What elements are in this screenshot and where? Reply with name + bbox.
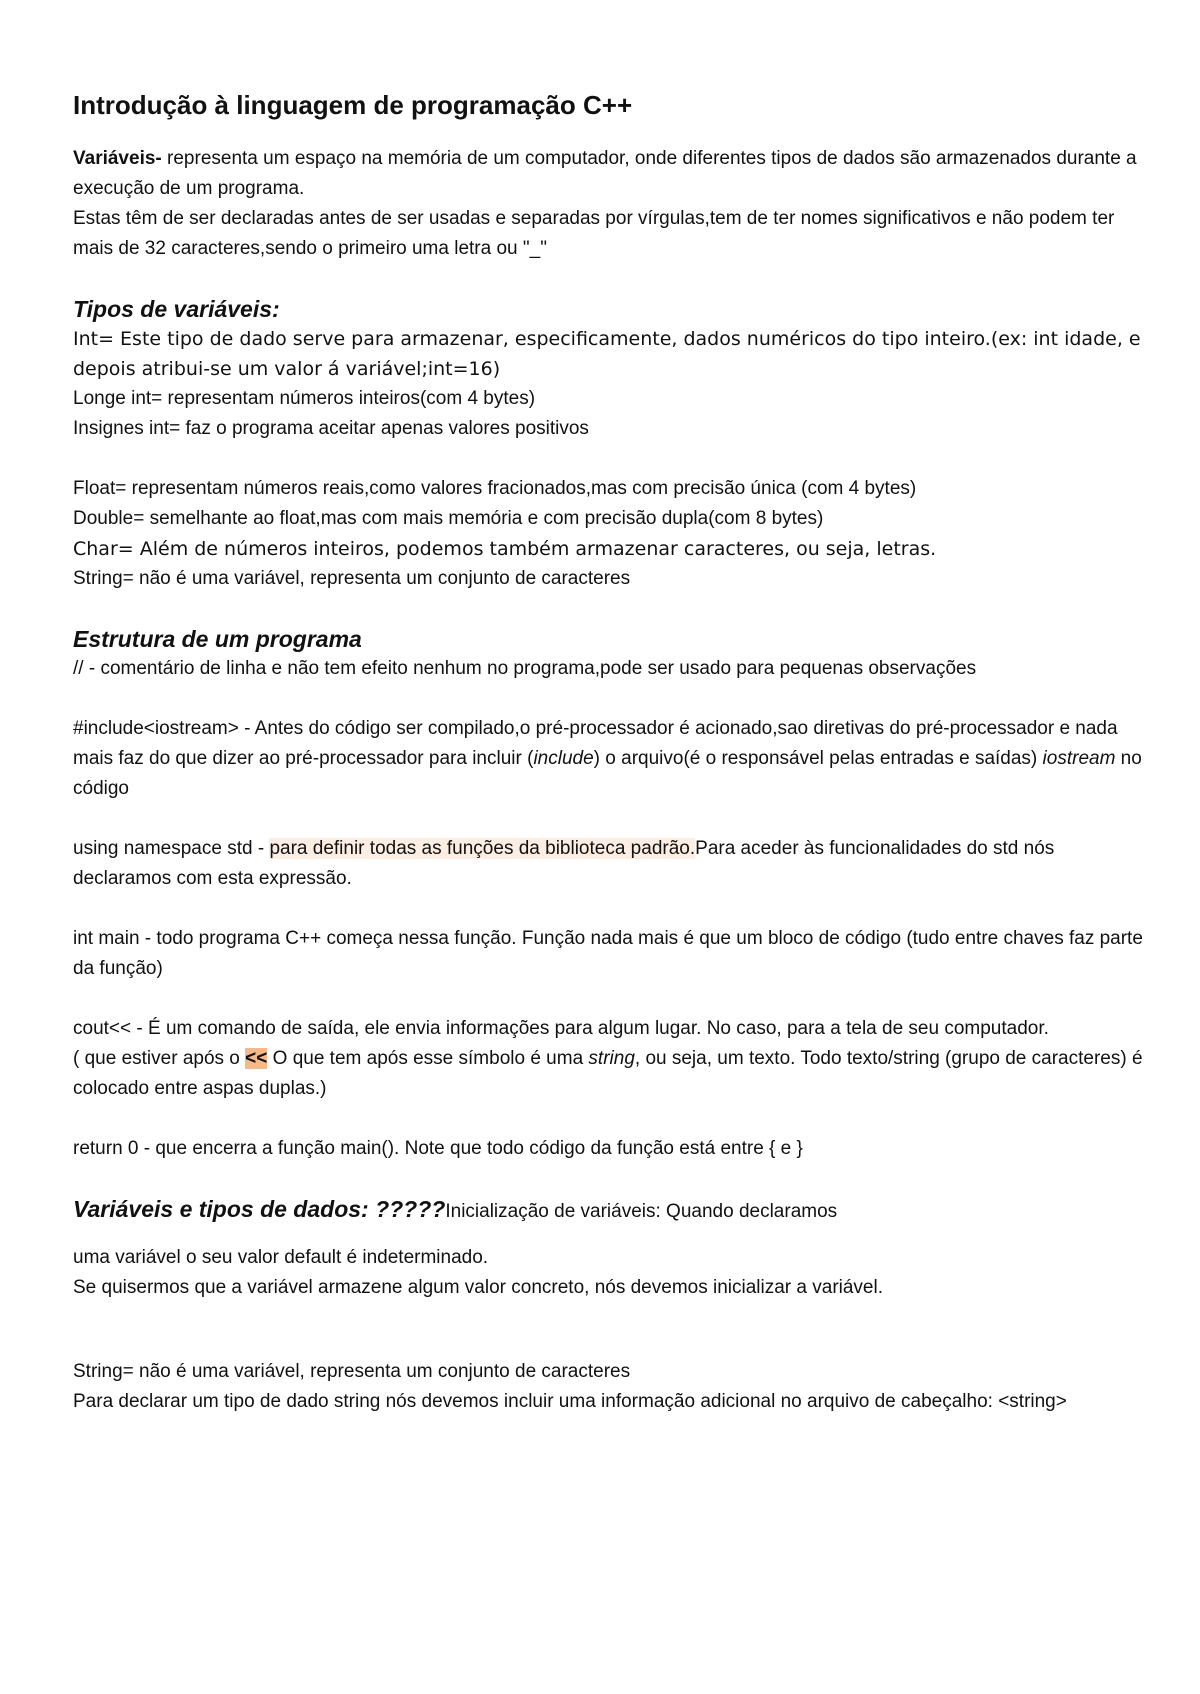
estrutura-main: int main - todo programa C++ começa nessa função. Função nada mais é que um bloco de código (tudo entre chaves faz parte da função) [73, 928, 1143, 979]
variaveis-line-1: uma variável o seu valor default é indeterminado. [73, 1247, 489, 1268]
tipo-string: String= não é uma variável, representa um conjunto de caracteres [73, 568, 631, 589]
document-title: Introdução à linguagem de programação C++ [73, 90, 633, 120]
tipo-int: Int= Este tipo de dado serve para armazenar, especificamente, dados numéricos do tipo inteiro.(ex: int idade, e depois atribui-se um valor á variável;int=16) [73, 328, 1141, 380]
variaveis-inline-text: Inicialização de variáveis: Quando declaramos [445, 1201, 838, 1222]
cout-operator-highlight: << [245, 1048, 268, 1069]
estrutura-cout-1: cout<< - É um comando de saída, ele envia informações para algum lugar. No caso, para a tela de seu computador. [73, 1018, 1049, 1039]
variaveis-string-2: Para declarar um tipo de dado string nós devemos incluir uma informação adicional no arquivo de cabeçalho: <string> [73, 1391, 1067, 1412]
using-text-c: Para aceder às funcionalidades do std nós declaramos com esta expressão. [73, 838, 1055, 889]
document-page [73, 88, 1143, 1417]
tipo-char: Char= Além de números inteiros, podemos também armazenar caracteres, ou seja, letras. [73, 538, 937, 560]
tipo-double: Double= semelhante ao float,mas com mais memória e com precisão dupla(com 8 bytes) [73, 508, 824, 529]
tipo-insignes-int: Insignes int= faz o programa aceitar apenas valores positivos [73, 418, 589, 439]
intro-term: Variáveis- [73, 148, 162, 169]
cout-text-a: ( que estiver após o [73, 1048, 246, 1069]
tipo-longe-int: Longe int= representam números inteiros(com 4 bytes) [73, 388, 536, 409]
variaveis-string-1: String= não é uma variável, representa um conjunto de caracteres [73, 1361, 631, 1382]
intro-definition: representa um espaço na memória de um computador, onde diferentes tipos de dados são armazenados durante a execução de um programa. [73, 148, 1137, 199]
section-heading-variaveis: Variáveis e tipos de dados: ????? [73, 1196, 446, 1222]
cout-text-string: string [588, 1048, 635, 1069]
estrutura-comment: // - comentário de linha e não tem efeito nenhum no programa,pode ser usado para pequenas observações [73, 658, 977, 679]
cout-text-e: , ou seja, um texto. Todo texto/string (grupo de caracteres) é colocado entre aspas duplas.) [73, 1048, 1143, 1099]
estrutura-using [73, 834, 1143, 894]
intro-paragraph [73, 144, 1143, 204]
section-heading-tipos: Tipos de variáveis: [73, 296, 280, 322]
using-text-a: using namespace std - [73, 838, 270, 859]
cout-text-c: O que tem após esse símbolo é uma [267, 1048, 589, 1069]
estrutura-return: return 0 - que encerra a função main(). Note que todo código da função está entre { e } [73, 1138, 803, 1159]
include-text-italic: include [533, 748, 594, 769]
variaveis-line-2: Se quisermos que a variável armazene algum valor concreto, nós devemos inicializar a variável. [73, 1277, 883, 1298]
estrutura-include [73, 714, 1143, 804]
section-heading-estrutura: Estrutura de um programa [73, 626, 362, 652]
include-text-iostream: iostream [1042, 748, 1116, 769]
intro-rules: Estas têm de ser declaradas antes de ser usadas e separadas por vírgulas,tem de ter nomes significativos e não podem ter mais de 32 caracteres,sendo o primeiro uma letra ou "_" [73, 208, 1115, 259]
estrutura-cout-2 [73, 1044, 1143, 1104]
using-highlight: para definir todas as funções da biblioteca padrão. [269, 838, 696, 859]
include-text-a: #include<iostream> - Antes do código ser compilado,o pré-processador é acionado,sao diretivas do pré-processador e nada mais faz do que dizer ao pré-processador para incluir ( [73, 718, 1118, 769]
include-text-e: no código [73, 748, 1142, 799]
tipo-float: Float= representam números reais,como valores fracionados,mas com precisão única (com 4 bytes) [73, 478, 917, 499]
include-text-c: ) o arquivo(é o responsável pelas entradas e saídas) [593, 748, 1043, 769]
variaveis-heading-line [73, 1194, 1143, 1227]
